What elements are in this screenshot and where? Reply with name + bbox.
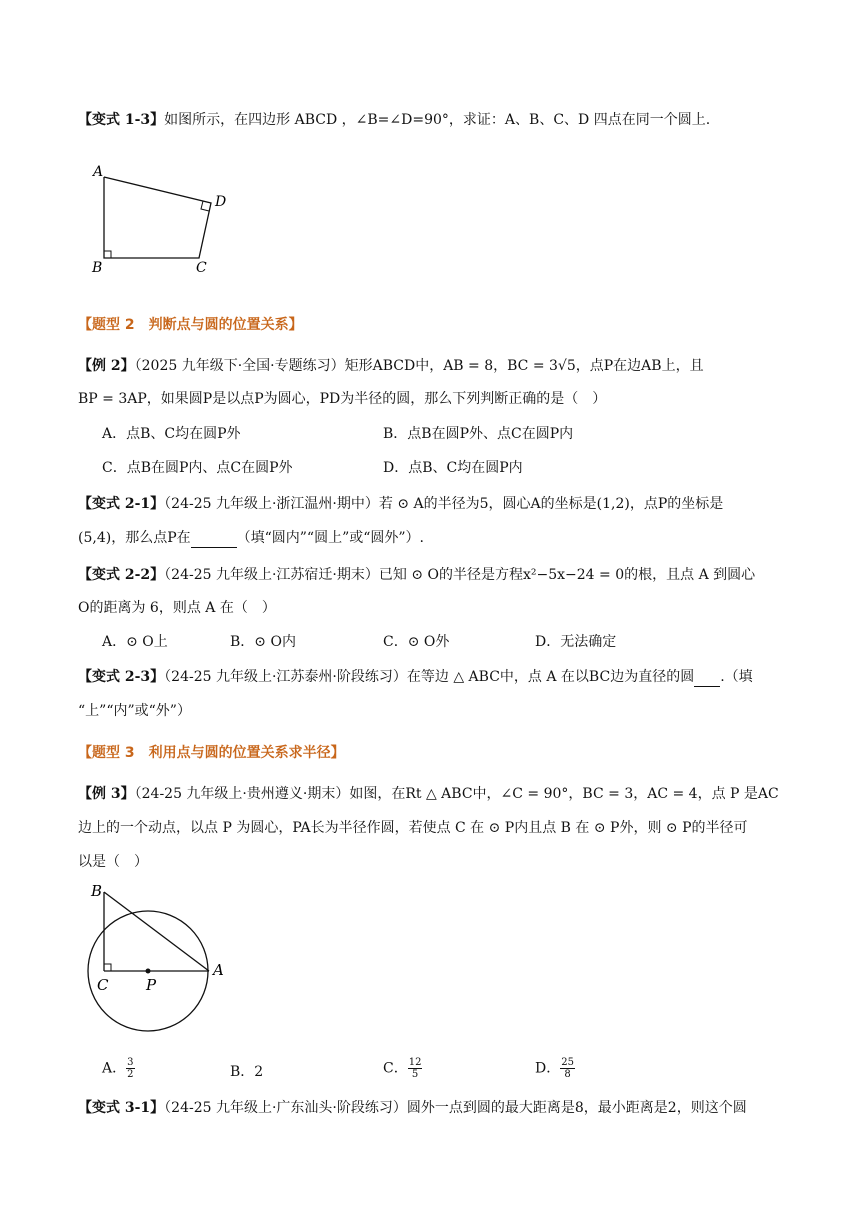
label-d: D [215, 194, 227, 210]
variant-2-3-line-1 [78, 667, 753, 687]
example-2-line-2: BP = 3AP，如果圆P是以点P为圆心，PD为半径的圆，那么下列判断正确的是（ ） [78, 391, 607, 407]
option-c: C．点B在圆P内、点C在圆P外 [102, 460, 293, 476]
answer-blank[interactable] [694, 672, 720, 687]
option-b: B．点B在圆P外、点C在圆P内 [383, 426, 574, 442]
question-text: 如图所示，在四边形 ABCD ，∠B=∠D=90°，求证：A、B、C、D 四点在同一个圆上. [164, 112, 711, 128]
question-text: （24-25 九年级上·江苏泰州·阶段练习）在等边 △ ABC中，点 A 在以BC边为直径的圆 [164, 669, 695, 685]
question-text: （24-25 九年级上·浙江温州·期中）若 ⊙ A的半径为5，圆心A的坐标是(1,2)，点P的坐标是 [164, 496, 724, 512]
variant-1-3 [78, 110, 710, 130]
right-angle-mark-b [104, 251, 111, 258]
option-label: A． [102, 1060, 127, 1077]
question-text: .（填 [720, 669, 753, 685]
variant-2-3-line-2: “上”“内”或“外”） [78, 703, 191, 719]
option-d: D．点B、C均在圆P内 [383, 460, 523, 476]
section-heading-type-3: 【题型 3 利用点与圆的位置关系求半径】 [78, 745, 345, 761]
fraction [408, 1057, 423, 1080]
point-p [146, 969, 151, 974]
numerator: 12 [408, 1057, 422, 1068]
option-b: B．⊙ O内 [230, 634, 296, 650]
variant-tag: 【变式 2-2】 [78, 567, 165, 583]
option-value: 2 [254, 1064, 264, 1080]
option-c [383, 1057, 422, 1080]
label-a: A [93, 164, 104, 180]
example-tag: 【例 2】 [78, 358, 135, 374]
label-c: C [97, 976, 109, 994]
fraction [560, 1057, 575, 1080]
right-angle-mark-c [104, 964, 111, 971]
question-text: （2025 九年级下·全国·专题练习）矩形ABCD中，AB = 8，BC = 3√5，点P在边AB上，且 [134, 358, 704, 374]
variant-2-1-line-2 [78, 528, 424, 548]
label-c: C [196, 260, 207, 276]
question-text: （填“圆内”“圆上”或“圆外”）. [236, 530, 425, 546]
variant-2-2-line-2: O的距离为 6，则点 A 在（ ） [78, 600, 276, 616]
label-b: B [92, 260, 103, 276]
numerator: 25 [561, 1057, 574, 1068]
section-heading-type-2: 【题型 2 判断点与圆的位置关系】 [78, 317, 303, 333]
denominator: 8 [564, 1069, 571, 1080]
variant-3-1-line-1 [78, 1098, 747, 1118]
question-text: （24-25 九年级上·广东汕头·阶段练习）圆外一点到圆的最大距离是8，最小距离是2，则这个圆 [164, 1100, 747, 1116]
variant-tag: 【变式 3-1】 [78, 1100, 165, 1116]
denominator: 2 [127, 1069, 134, 1080]
fraction [126, 1057, 134, 1080]
option-a [102, 1057, 135, 1080]
example-2-line-1 [78, 356, 704, 376]
example-3-line-1 [78, 784, 779, 804]
label-b: B [91, 882, 103, 900]
variant-2-2-line-1 [78, 565, 755, 585]
option-label: B． [230, 1064, 255, 1080]
answer-blank[interactable] [191, 533, 237, 548]
label-p: P [146, 976, 157, 994]
variant-2-1-line-1 [78, 494, 723, 514]
quadrilateral-figure [88, 160, 238, 280]
denominator: 5 [411, 1069, 419, 1080]
example-3-line-2: 边上的一个动点，以点 P 为圆心，PA长为半径作圆，若使点 C 在 ⊙ P内且点 B 在 ⊙ P外，则 ⊙ P的半径可 [78, 820, 748, 836]
option-label: D． [535, 1060, 561, 1077]
question-text: （24-25 九年级上·贵州遵义·期末）如图，在Rt △ ABC中，∠C = 90°，BC = 3，AC = 4，点 P 是AC [134, 786, 779, 802]
variant-tag: 【变式 2-3】 [78, 669, 165, 685]
question-text: (5,4)，那么点P在 [78, 530, 191, 546]
option-b [230, 1062, 263, 1082]
quadrilateral-outline [104, 177, 211, 258]
numerator: 3 [127, 1057, 134, 1068]
variant-tag: 【变式 1-3】 [78, 112, 165, 128]
triangle-circle-figure [80, 880, 240, 1045]
option-c: C．⊙ O外 [383, 634, 450, 650]
option-a: A．点B、C均在圆P外 [102, 426, 241, 442]
option-label: C． [383, 1060, 408, 1077]
option-d: D．无法确定 [535, 634, 617, 650]
option-d [535, 1057, 575, 1080]
variant-tag: 【变式 2-1】 [78, 496, 165, 512]
option-a: A．⊙ O上 [102, 634, 168, 650]
label-a: A [213, 961, 224, 979]
example-tag: 【例 3】 [78, 786, 135, 802]
example-3-line-3: 以是（ ） [78, 854, 148, 870]
question-text: （24-25 九年级上·江苏宿迁·期末）已知 ⊙ O的半径是方程x²−5x−24 = 0的根，且点 A 到圆心 [164, 567, 756, 583]
